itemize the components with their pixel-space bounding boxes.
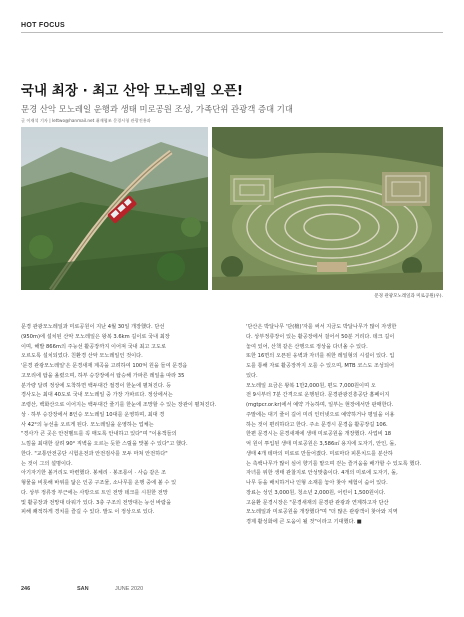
article-line: 는 것이 그의 설명이다. [21,460,73,467]
issue-date: JUNE 2020 [115,586,144,592]
article-line: 및 활공장과 전망대 타워가 있다. 3층 구조의 전망대는 능선 바람을 [21,499,172,506]
article-line: (mgtpcr.or.kr)에서 예약 가능하며, 일부는 현장에서만 판매한다. [246,402,394,408]
article-line: '문경 관광모노레일'은 문경새재 계곡을 고려하여 100억 원을 들여 문경읍 [21,363,188,369]
article-line: 상 · 하부 승강장에서 8인승 모노레일 10대를 운영하며, 최대 경 [21,411,165,418]
subheadline: 문경 산악 모노레일 운행과 생태 미로공원 조성, 가족단위 관광객 증대 기대 [21,104,293,114]
article-column-left [21,323,217,518]
article-line: "경사가 큰 곳은 안전벨트를 꼭 매도록 안내하고 있다"며 "이용객들의 [21,431,177,438]
article-line: 모노레일과 미로공원을 개장했다"며 "더 많은 관광객이 찾아와 지역 [246,509,398,516]
article-line: 문경 관광모노레일과 미로공원이 지난 4월 30일 개장했다. 단선 [21,324,165,330]
article-line: 한다. "교통안전공단 시험운전과 안전검사를 모두 마쳐 안전하다" [21,450,168,457]
article-line: 또한 16면의 오픈된 옹벽과 자녀를 위한 레일형의 시설이 있다. 입 [246,353,395,360]
article-line: 주말에는 대기 줄이 길어 미리 인터넷으로 예약하거나 평일을 이용 [246,411,395,418]
article-line: 형물을 비롯해 바위를 닮은 인공 구조물, 소나무를 운행 중에 볼 수 있 [21,480,177,486]
article-line: 고윤환 문경시장은 "문경새재의 문경관 관광과 연계하고자 단산 [246,499,389,506]
top-divider [21,32,443,33]
photo-monorail [21,127,208,290]
article-column-right [246,323,442,528]
article-line: 아기자기한 볼거리도 마련했다. 봉체리 · 봉조롱이 · 사슴 같은 조 [21,470,167,477]
article-line: 나무 등을 배치하거나 인형 소재를 놓아 찾아 체험이 숨어 있다. [246,480,388,486]
page-number: 246 [21,586,31,592]
headline: 국내 최장 · 최고 산악 모노레일 오픈! [21,83,244,99]
page-footer [21,586,445,596]
photo-caption: 문경 관광모노레일과 미로공원(우). [374,294,443,299]
article-line: 고모리에 탑을 올렸으며, 하부 승강장에서 탑승해 가파른 레일을 따라 35 [21,372,185,379]
article-line: 경사도는 최대 40도로 국내 모노레일 중 가장 가파르다. 정상에서는 [21,392,173,399]
article-line: 한편 문경시는 문경새재에 생태 미로공원을 개장했다. 사업비 18 [246,431,392,438]
article-line: 놓여 있어, 산책 같은 산행으로 정상을 다녀올 수 있다. [246,343,368,350]
article-line: (950m)에 설치된 산악 모노레일은 왕복 3.6km 길이로 국내 최장 [21,333,170,340]
photo-maze-park [212,127,443,290]
article-line: 는 측백나무가 많이 심어 향기를 맡으며 걷는 즐거움을 배가할 수 있도록 했다. [246,460,422,467]
article-line: 조령산, 백화산으로 이어지는 백두대간 줄기를 한눈에 조망할 수 있는 장관이 펼쳐진다. [21,402,217,408]
article-line: 경제 활성화에 큰 도움이 될 것"이라고 기대했다. ■ [246,519,362,525]
article-line: '단산은 박달나무 '단(檀)'자를 써서 지금도 박달나무가 많이 자생한 [246,324,397,330]
byline: 글 이재석 기자 | lettwo@hanmail.net 취재협조 문경시청 관광진흥과 [21,118,151,123]
article-line: 있다. [246,372,258,379]
article-line: 장료는 성인 3,000원, 청소년 2,000원, 어린이 1,500원이다. [246,489,386,496]
article-line: 전 9시부터 7분 간격으로 운행된다. 문경관광진흥공단 홈페이지 [246,392,390,399]
article-line: 하는 것이 편리하다고 한다. 주소 문경시 문경읍 활공장길 106. [246,421,388,428]
article-line: 도를 통해 자료 활공장까지 오를 수 있으며, MTB 코스도 조성되어 [246,363,394,369]
article-line: 오르도록 설치되었다. 친환경 산악 모노레일인 것이다. [21,353,143,360]
monorail-illustration [21,127,208,290]
article-line: 모노레일 요금은 왕복 1만2,000원, 편도 7,000원이며 오 [246,382,376,389]
article-line: 이며, 해발 866m의 주능선 활공장까지 이어져 국내 최고 고도로 [21,343,167,350]
article-line: 사 42°의 능선을 오르게 된다. 모노레일을 운영하는 업체는 [21,421,154,428]
article-line: 생태 4개 테마의 미로로 만들어졌다. 미로마다 피톤치드를 분산하 [246,450,393,457]
article-line: 피해 쾌적하게 경치를 즐길 수 있다. 발도 이 정상으로 있다. [21,509,155,516]
maze-park-illustration [212,127,443,290]
article-line: 분가량 달려 정상에 도착하면 백두대간 절경이 한눈에 펼쳐진다. 등 [21,382,172,389]
article-line: 다. 상부정류장이 있는 활공장에서 걸어서 50분 거리다. 데크 길이 [246,333,395,340]
section-tag: HOT FOCUS [21,22,65,29]
article-line: 억 원이 투입된 생태 미로공원은 3,586㎡ 용지에 도자기, 안인, 돌, [246,441,397,447]
magazine-name: SAN [77,586,89,592]
article-line: 자녀를 위한 생태 관찰지로 안성맞춤이다. 4개의 미로에 도자기, 돌, [246,470,398,477]
article-line: 다. 상부 정류장 부근에는 사방으로 트인 전망 데크를 시원한 전망 [21,489,168,496]
article-line: 느낌을 최대한 살려 90° 직벽을 오르는 듯한 스릴을 맛볼 수 있다"고 했다. [21,441,188,447]
